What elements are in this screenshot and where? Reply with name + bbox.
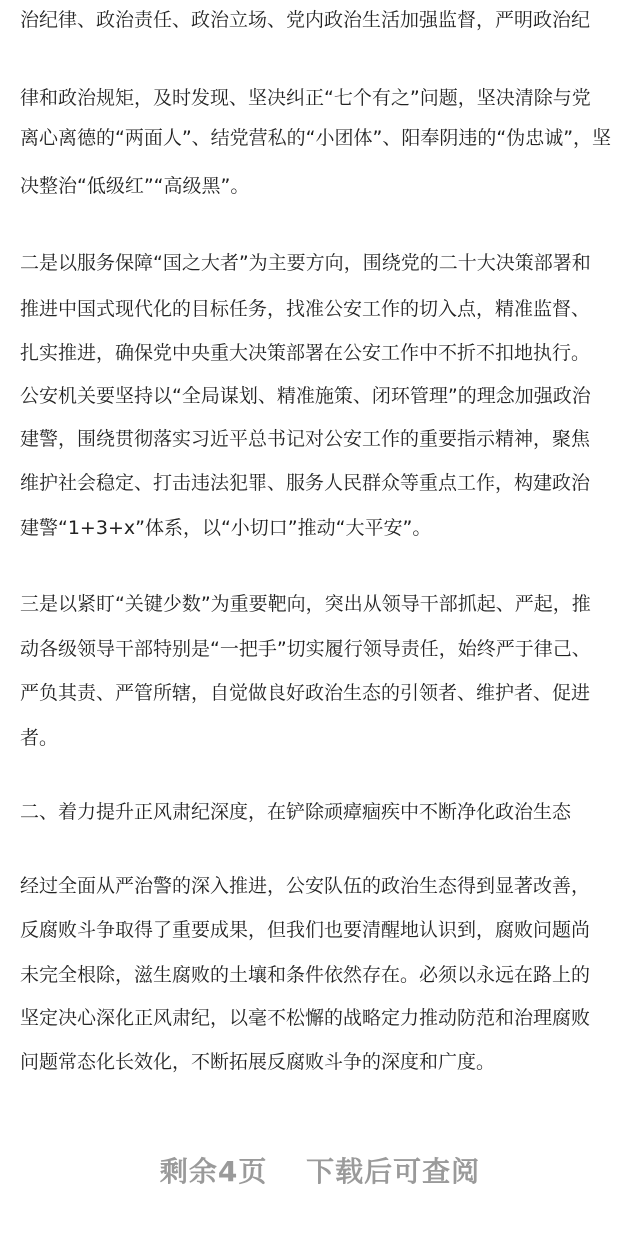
- text-line: 动各级领导干部特别是“一把手”切实履行领导责任，始终严于律己、: [20, 638, 591, 660]
- text-line: 反腐败斗争取得了重要成果，但我们也要清醒地认识到，腐败问题尚: [20, 919, 591, 941]
- download-prompt[interactable]: [0, 1150, 640, 1190]
- text-line: 建警，围绕贯彻落实习近平总书记对公安工作的重要指示精神，聚焦: [20, 428, 591, 450]
- text-line: 二是以服务保障“国之大者”为主要方向，围绕党的二十大决策部署和: [20, 252, 591, 274]
- text-line: 建警“1+3+x”体系，以“小切口”推动“大平安”。: [20, 517, 432, 539]
- text-line: 未完全根除，滋生腐败的土壤和条件依然存在。必须以永远在路上的: [20, 964, 591, 986]
- remaining-pages-label: 剩余4页: [159, 1155, 268, 1188]
- text-line: 公安机关要坚持以“全局谋划、精准施策、闭环管理”的理念加强政治: [20, 385, 591, 407]
- text-line: 律和政治规矩，及时发现、坚决纠正“七个有之”问题，坚决清除与党: [20, 87, 591, 109]
- text-line: 三是以紧盯“关键少数”为重要靶向，突出从领导干部抓起、严起，推: [20, 593, 591, 615]
- text-line: 者。: [20, 727, 59, 749]
- section-heading: 二、着力提升正风肃纪深度，在铲除顽瘴痼疾中不断净化政治生态: [20, 801, 572, 823]
- text-line: 扎实推进，确保党中央重大决策部署在公安工作中不折不扣地执行。: [20, 342, 591, 364]
- text-line: 经过全面从严治警的深入推进，公安队伍的政治生态得到显著改善，: [20, 875, 591, 897]
- text-line: 决整治“低级红”“高级黑”。: [20, 175, 250, 197]
- text-line: 严负其责、严管所辖，自觉做良好政治生态的引领者、维护者、促进: [20, 682, 591, 704]
- text-line: 推进中国式现代化的目标任务，找准公安工作的切入点，精准监督、: [20, 298, 591, 320]
- text-line: 坚定决心深化正风肃纪，以毫不松懈的战略定力推动防范和治理腐败: [20, 1007, 591, 1029]
- text-line: 治纪律、政治责任、政治立场、党内政治生活加强监督，严明政治纪: [20, 9, 591, 31]
- text-line: 维护社会稳定、打击违法犯罪、服务人民群众等重点工作，构建政治: [20, 472, 591, 494]
- text-line: 问题常态化长效化，不断拓展反腐败斗争的深度和广度。: [20, 1051, 496, 1073]
- download-to-view-label: 下载后可查阅: [306, 1155, 481, 1188]
- text-line: 离心离德的“两面人”、结党营私的“小团体”、阳奉阴违的“伪忠诚”，坚: [20, 127, 612, 149]
